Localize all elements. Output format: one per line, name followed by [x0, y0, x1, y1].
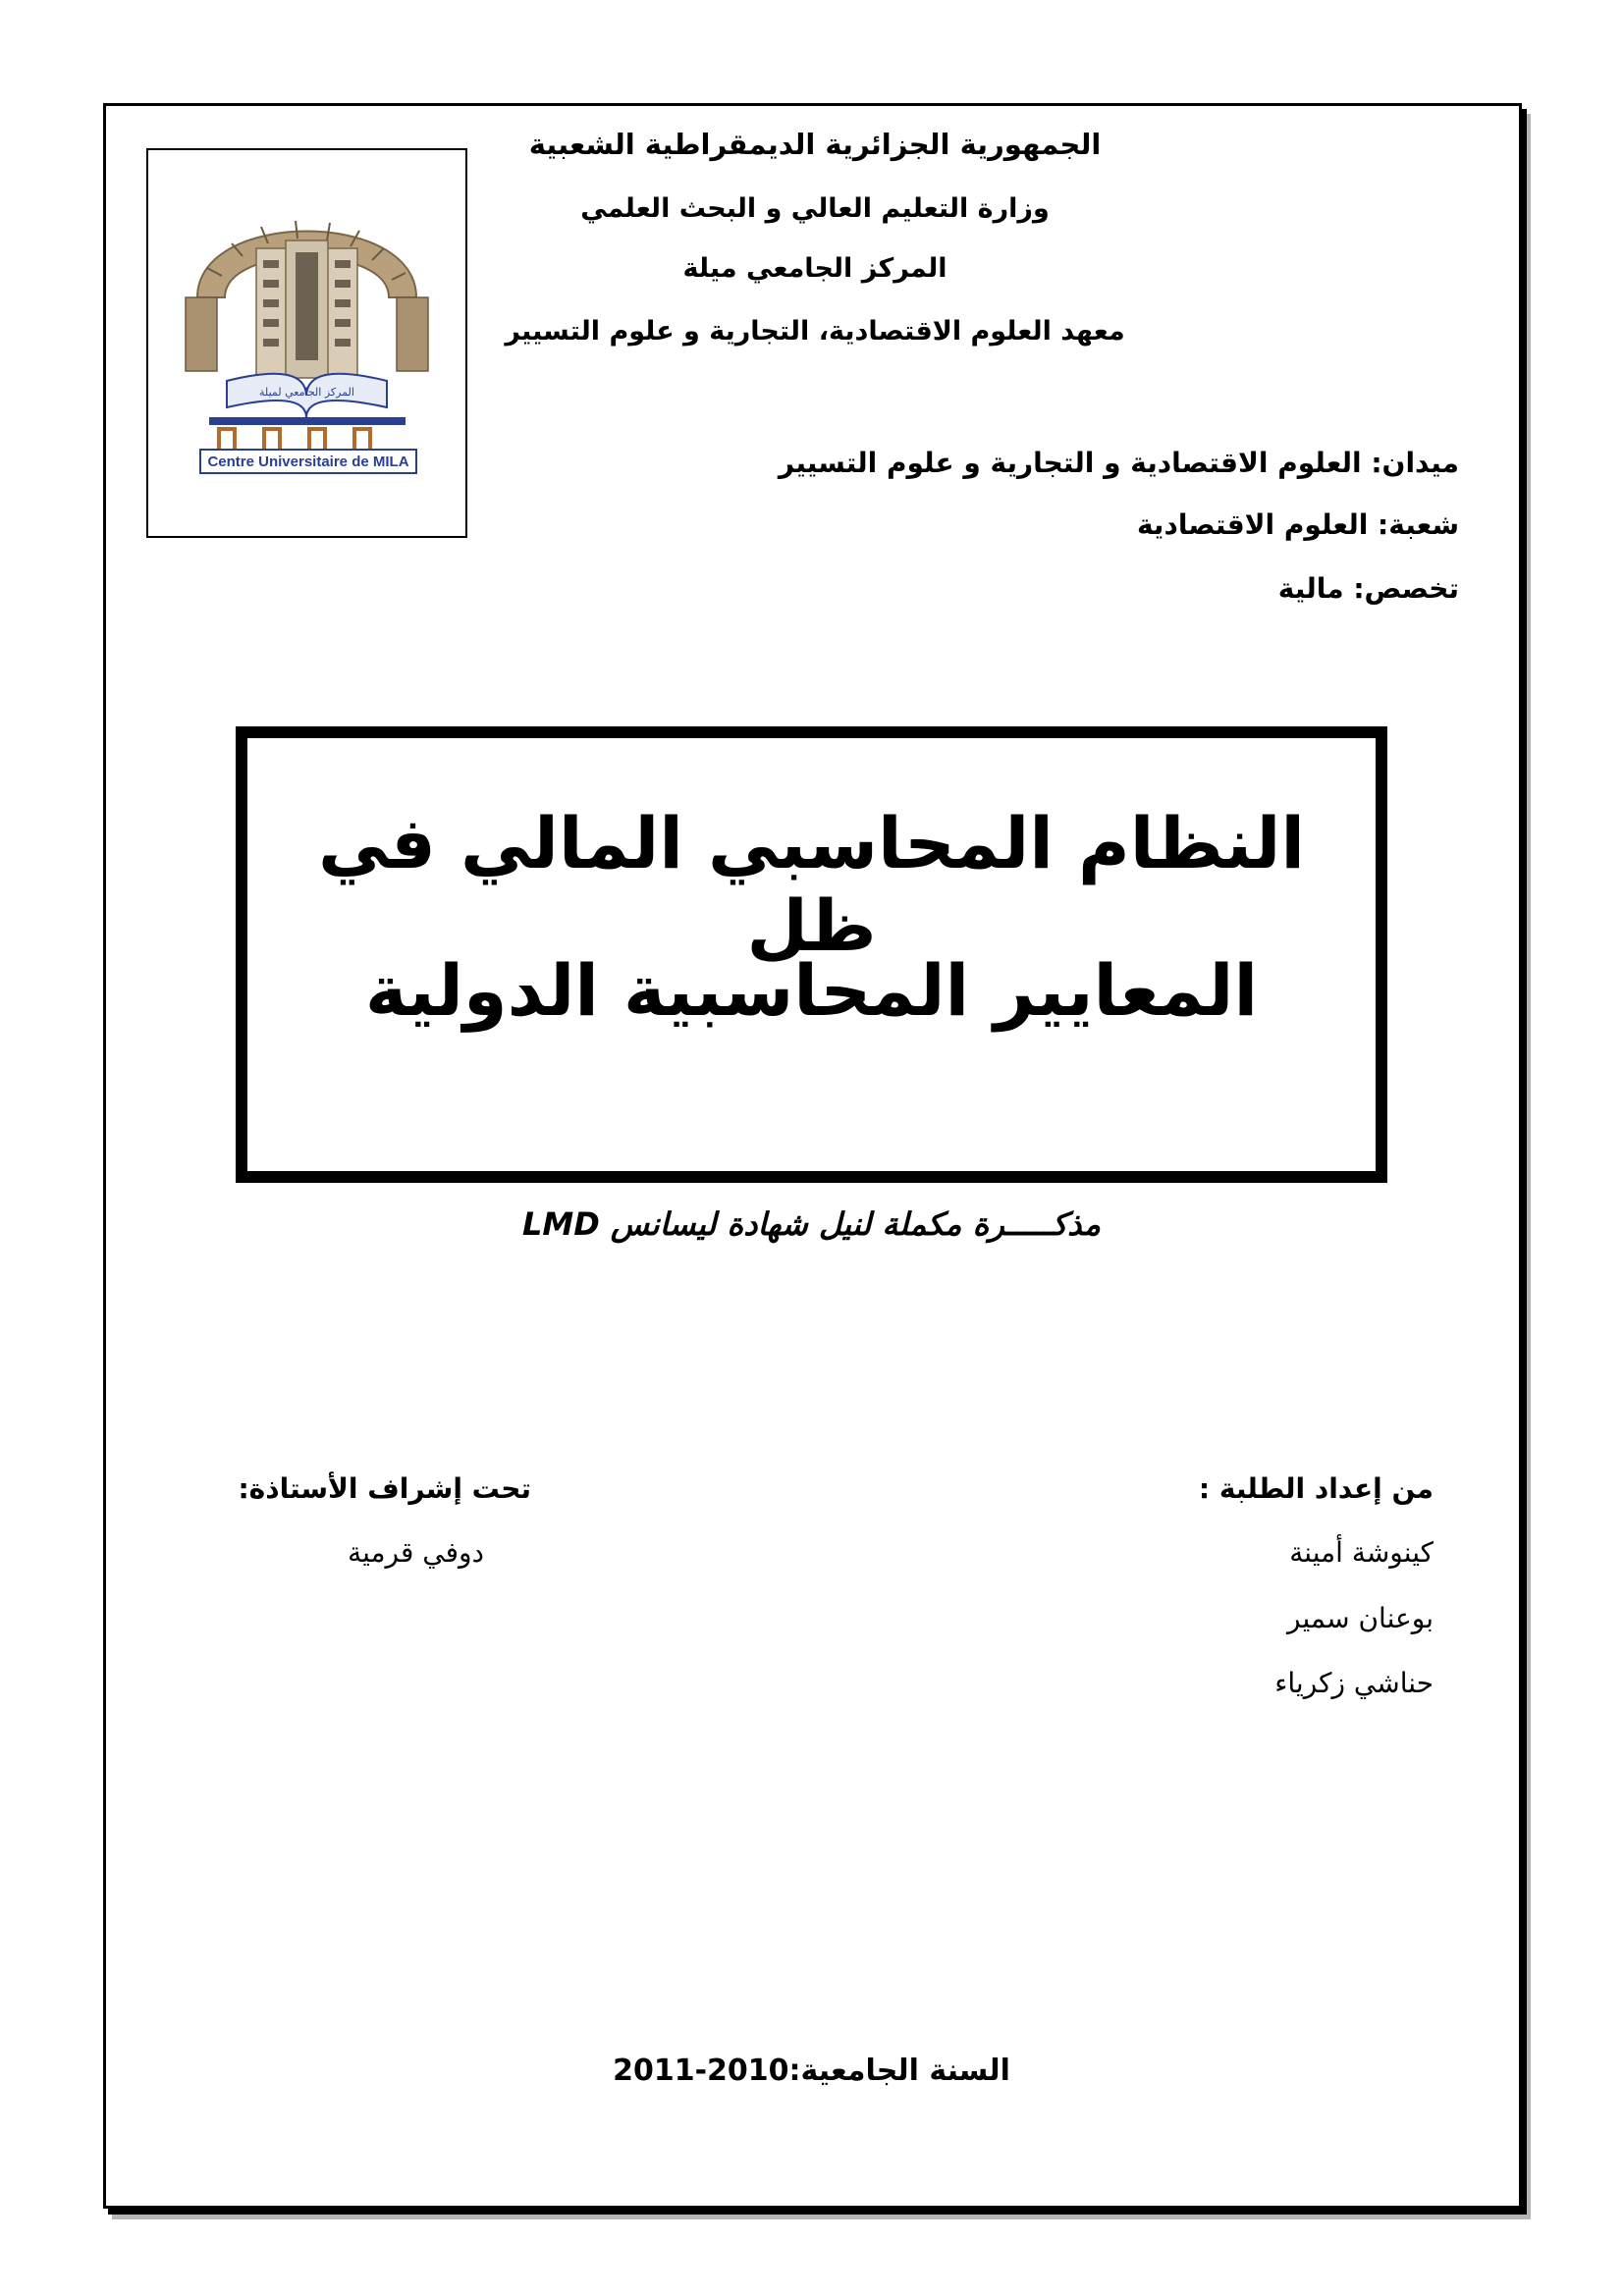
student-name: بوعنان سمير [1287, 1602, 1434, 1634]
thesis-title-box [236, 726, 1387, 1183]
field-branch: شعبة: العلوم الاقتصادية [1136, 508, 1459, 541]
header-republic: الجمهورية الجزائرية الديمقراطية الشعبية [528, 128, 1102, 161]
thesis-subtitle: مذكـــــرة مكملة لنيل شهادة ليسانس LMD [521, 1205, 1102, 1243]
supervisor-label: تحت إشراف الأستاذة: [238, 1472, 531, 1505]
logo-banner-text: المركز الجامعي لميلة [259, 386, 354, 399]
field-specialty: تخصص: مالية [1277, 572, 1459, 605]
academic-year: السنة الجامعية:2010-2011 [613, 2054, 1010, 2088]
field-domain: ميدان: العلوم الاقتصادية و التجارية و علوم التسيير [778, 447, 1459, 479]
student-name: كينوشة أمينة [1289, 1536, 1434, 1569]
logo-caption: Centre Universitaire de MILA [199, 449, 417, 474]
header-university: المركز الجامعي ميلة [682, 253, 947, 284]
thesis-title-line1: النظام المحاسبي المالي في ظل [317, 802, 1306, 967]
supervisor-name: دوفي قرمية [348, 1536, 484, 1569]
students-label: من إعداد الطلبة : [1198, 1472, 1434, 1505]
header-ministry: وزارة التعليم العالي و البحث العلمي [580, 193, 1050, 224]
university-logo [146, 148, 467, 538]
student-name: حناشي زكرياء [1274, 1667, 1434, 1699]
header-institute: معهد العلوم الاقتصادية، التجارية و علوم التسيير [505, 316, 1125, 347]
thesis-title-line2: المعايير المحاسبية الدولية [364, 949, 1259, 1032]
building-arch-icon [148, 150, 465, 536]
